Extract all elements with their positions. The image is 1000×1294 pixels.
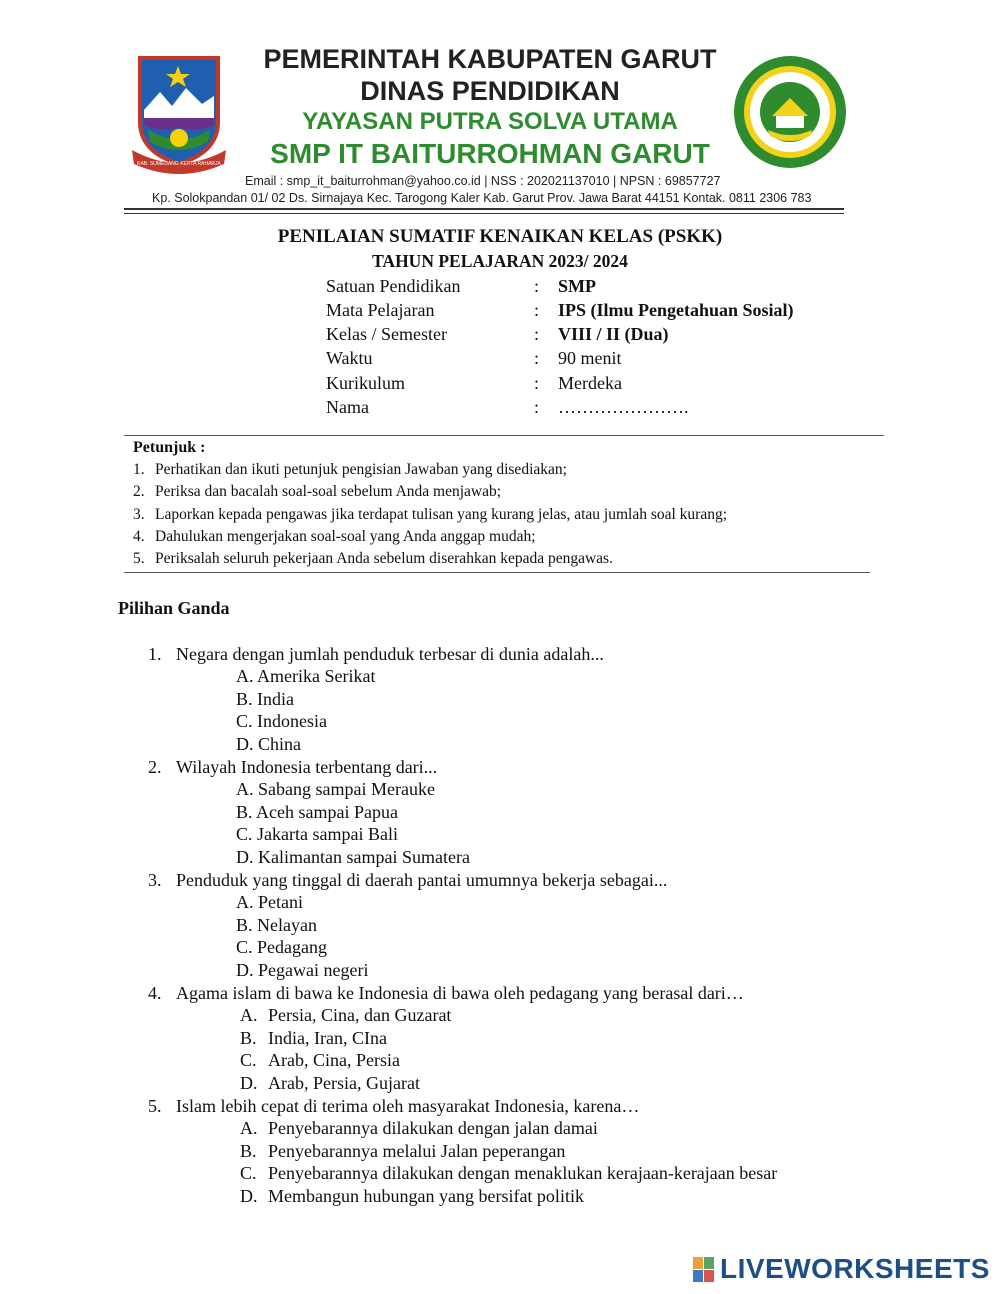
question-text: Penduduk yang tinggal di daerah pantai umumnya bekerja sebagai... bbox=[176, 870, 668, 890]
instruction-item bbox=[133, 528, 536, 546]
question-number: 2. bbox=[148, 757, 162, 777]
info-colon: : bbox=[534, 324, 540, 344]
option-text: Penyebarannya melalui Jalan peperangan bbox=[268, 1141, 566, 1161]
letterhead-government: PEMERINTAH KABUPATEN GARUT bbox=[263, 44, 717, 74]
instructions-bottom-rule bbox=[124, 572, 870, 573]
question-1 bbox=[148, 644, 604, 665]
answer-option-5a[interactable] bbox=[240, 1118, 598, 1139]
info-label: Nama bbox=[326, 397, 369, 417]
question-text: Islam lebih cepat di terima oleh masyarakat Indonesia, karena… bbox=[176, 1096, 640, 1116]
question-number: 3. bbox=[148, 870, 162, 890]
info-value-time: 90 menit bbox=[558, 348, 622, 368]
letterhead-department: DINAS PENDIDIKAN bbox=[360, 76, 620, 106]
liveworksheets-watermark[interactable]: LIVEWORKSHEETS bbox=[720, 1253, 990, 1284]
option-letter: C. bbox=[240, 1050, 257, 1070]
option-letter: B. bbox=[240, 1141, 257, 1161]
answer-option-1c[interactable]: C. Indonesia bbox=[236, 711, 327, 731]
instruction-number: 4. bbox=[133, 528, 145, 545]
info-label: Kelas / Semester bbox=[326, 324, 447, 344]
option-text: Persia, Cina, dan Guzarat bbox=[268, 1005, 452, 1025]
instruction-number: 3. bbox=[133, 506, 145, 523]
answer-option-5d[interactable] bbox=[240, 1186, 584, 1207]
question-4 bbox=[148, 983, 744, 1004]
option-text: Arab, Persia, Gujarat bbox=[268, 1073, 420, 1093]
option-letter: A. bbox=[240, 1005, 258, 1025]
option-text: Penyebarannya dilakukan dengan jalan damai bbox=[268, 1118, 598, 1138]
garut-emblem-logo bbox=[128, 52, 230, 174]
letterhead-address: Kp. Solokpandan 01/ 02 Ds. Sirnajaya Kec. Tarogong Kaler Kab. Garut Prov. Jawa Barat 44151 Kontak. 0811 2306 783 bbox=[152, 191, 812, 205]
answer-option-4b[interactable] bbox=[240, 1028, 387, 1049]
option-letter: D. bbox=[240, 1186, 258, 1206]
answer-option-3d[interactable]: D. Pegawai negeri bbox=[236, 960, 369, 980]
info-value-curriculum: Merdeka bbox=[558, 373, 622, 393]
info-label: Mata Pelajaran bbox=[326, 300, 435, 320]
info-value-subject: IPS (Ilmu Pengetahuan Sosial) bbox=[558, 300, 794, 320]
answer-option-1d[interactable]: D. China bbox=[236, 734, 301, 754]
answer-option-2a[interactable]: A. Sabang sampai Merauke bbox=[236, 779, 435, 799]
instruction-text: Perhatikan dan ikuti petunjuk pengisian Jawaban yang disediakan; bbox=[155, 461, 567, 478]
option-text: Membangun hubungan yang bersifat politik bbox=[268, 1186, 584, 1206]
letterhead-school-name: SMP IT BAITURROHMAN GARUT bbox=[270, 138, 710, 169]
answer-option-3c[interactable]: C. Pedagang bbox=[236, 937, 327, 957]
question-text: Negara dengan jumlah penduduk terbesar di dunia adalah... bbox=[176, 644, 604, 664]
answer-option-4c[interactable] bbox=[240, 1050, 400, 1071]
info-colon: : bbox=[534, 348, 540, 368]
instruction-item bbox=[133, 461, 567, 479]
instruction-item bbox=[133, 483, 501, 501]
letterhead-rule-thin bbox=[124, 213, 844, 214]
question-text: Wilayah Indonesia terbentang dari... bbox=[176, 757, 438, 777]
instruction-text: Dahulukan mengerjakan soal-soal yang Anda anggap mudah; bbox=[155, 528, 536, 545]
instruction-item bbox=[133, 506, 727, 524]
option-letter: C. bbox=[240, 1163, 257, 1183]
answer-option-3b[interactable]: B. Nelayan bbox=[236, 915, 317, 935]
letterhead-rule bbox=[124, 208, 844, 210]
instruction-number: 2. bbox=[133, 483, 145, 500]
instructions-top-rule bbox=[124, 435, 884, 436]
section-title: Pilihan Ganda bbox=[118, 598, 230, 618]
exam-title: PENILAIAN SUMATIF KENAIKAN KELAS (PSKK) bbox=[277, 226, 723, 247]
info-colon: : bbox=[534, 300, 540, 320]
info-colon: : bbox=[534, 373, 540, 393]
info-label: Waktu bbox=[326, 348, 373, 368]
question-3 bbox=[148, 870, 667, 891]
question-text: Agama islam di bawa ke Indonesia di bawa oleh pedagang yang berasal dari… bbox=[176, 983, 744, 1003]
info-colon: : bbox=[534, 397, 540, 417]
question-5 bbox=[148, 1096, 639, 1117]
letterhead-foundation: YAYASAN PUTRA SOLVA UTAMA bbox=[302, 108, 678, 135]
answer-option-4a[interactable] bbox=[240, 1005, 451, 1026]
answer-option-2b[interactable]: B. Aceh sampai Papua bbox=[236, 802, 398, 822]
liveworksheets-logo-icon bbox=[693, 1257, 715, 1283]
option-letter: A. bbox=[240, 1118, 258, 1138]
option-text: Arab, Cina, Persia bbox=[268, 1050, 400, 1070]
question-number: 5. bbox=[148, 1096, 162, 1116]
exam-year: TAHUN PELAJARAN 2023/ 2024 bbox=[372, 251, 628, 271]
question-number: 1. bbox=[148, 644, 162, 664]
question-number: 4. bbox=[148, 983, 162, 1003]
info-label: Kurikulum bbox=[326, 373, 405, 393]
answer-option-4d[interactable] bbox=[240, 1073, 420, 1094]
instruction-text: Periksalah seluruh pekerjaan Anda sebelum diserahkan kepada pengawas. bbox=[155, 550, 613, 567]
instruction-item bbox=[133, 550, 613, 568]
option-text: India, Iran, CIna bbox=[268, 1028, 387, 1048]
instruction-text: Periksa dan bacalah soal-soal sebelum Anda menjawab; bbox=[155, 483, 502, 500]
answer-option-5b[interactable] bbox=[240, 1141, 565, 1162]
answer-option-2c[interactable]: C. Jakarta sampai Bali bbox=[236, 824, 398, 844]
info-value-class: VIII / II (Dua) bbox=[558, 324, 669, 344]
answer-option-1a[interactable]: A. Amerika Serikat bbox=[236, 666, 376, 686]
instructions-heading: Petunjuk : bbox=[133, 439, 206, 456]
info-label: Satuan Pendidikan bbox=[326, 276, 461, 296]
garut-emblem-motto: KAB. SUMEDANG KERTA RAHARJA bbox=[137, 161, 221, 167]
instruction-number: 1. bbox=[133, 461, 145, 478]
info-colon: : bbox=[534, 276, 540, 296]
answer-option-3a[interactable]: A. Petani bbox=[236, 892, 303, 912]
instruction-text: Laporkan kepada pengawas jika terdapat tulisan yang kurang jelas, atau jumlah soal kurang; bbox=[155, 506, 728, 523]
option-text: Penyebarannya dilakukan dengan menaklukan kerajaan-kerajaan besar bbox=[268, 1163, 778, 1183]
info-value-level: SMP bbox=[558, 276, 596, 296]
name-field[interactable]: …………………. bbox=[558, 397, 689, 417]
answer-option-5c[interactable] bbox=[240, 1163, 777, 1184]
answer-option-1b[interactable]: B. India bbox=[236, 689, 294, 709]
instruction-number: 5. bbox=[133, 550, 145, 567]
option-letter: B. bbox=[240, 1028, 257, 1048]
letterhead-contact: Email : smp_it_baiturrohman@yahoo.co.id | NSS : 202021137010 | NPSN : 69857727 bbox=[245, 174, 721, 188]
question-2 bbox=[148, 757, 437, 778]
option-letter: D. bbox=[240, 1073, 258, 1093]
answer-option-2d[interactable]: D. Kalimantan sampai Sumatera bbox=[236, 847, 470, 867]
